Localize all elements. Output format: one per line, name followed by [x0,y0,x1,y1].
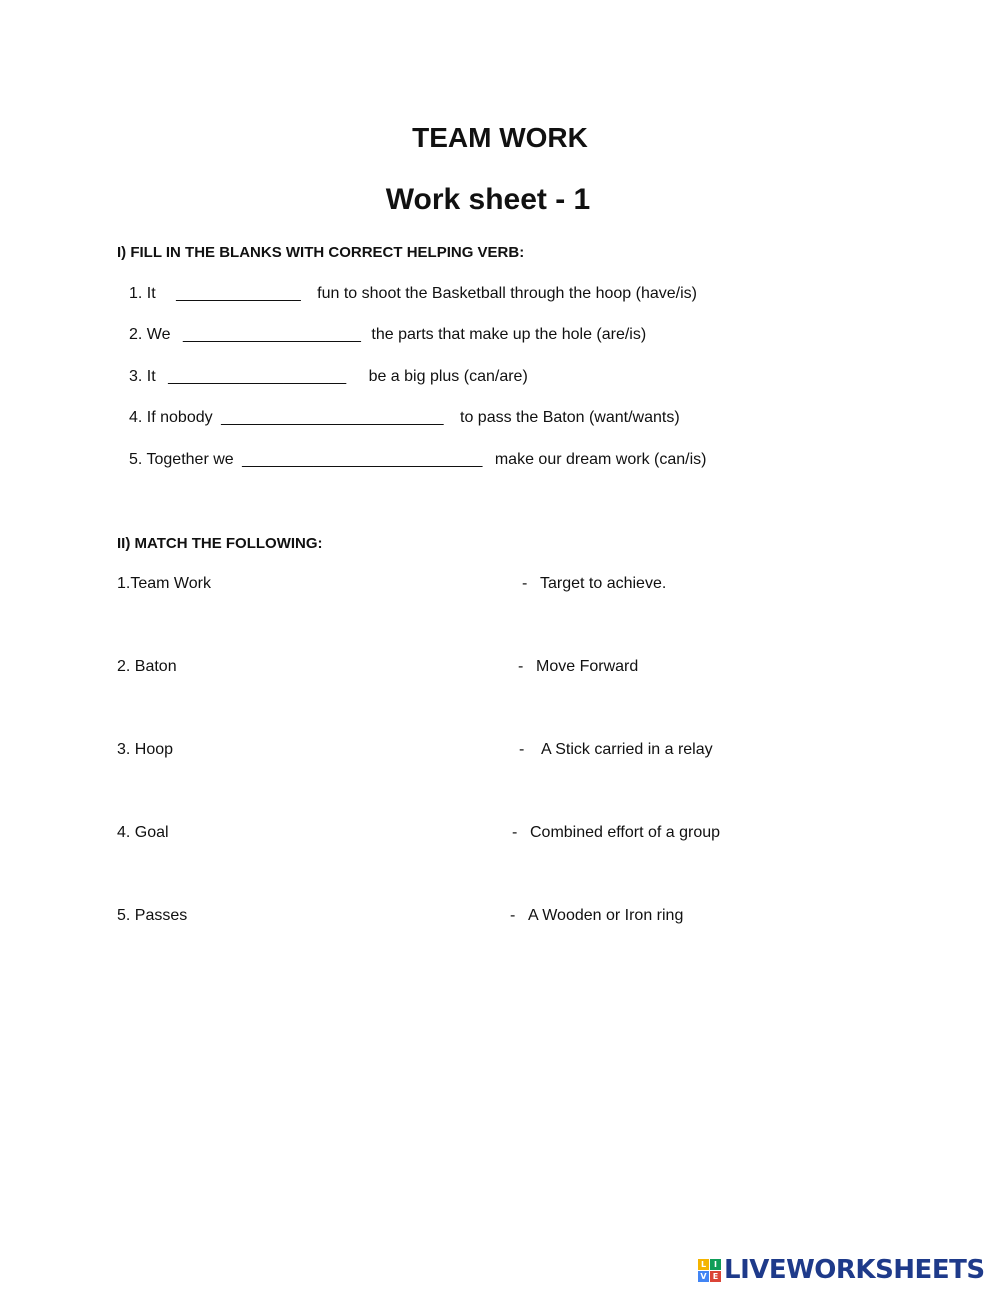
match-term: 2. Baton [117,658,177,675]
answer-blank[interactable]: ____________________ [182,326,361,343]
match-term: 4. Goal [117,824,169,841]
fill-blank-item [129,324,646,346]
item-prefix: 2. We [129,326,171,343]
match-definition [510,905,683,927]
fill-blank-item [129,366,528,388]
match-dash: - [522,575,528,592]
definition-text: Target to achieve. [540,575,667,592]
match-dash: - [510,907,516,924]
item-prefix: 1. It [129,285,156,302]
logo-letter: E [710,1271,721,1282]
fill-blank-item [129,283,697,305]
definition-text: Move Forward [536,658,639,675]
answer-blank[interactable]: ______________ [176,285,301,302]
liveworksheets-logo-icon [698,1259,721,1282]
brand-name: LIVEWORKSHEETS [724,1255,985,1285]
answer-blank[interactable]: _________________________ [221,409,444,426]
match-definition [512,822,720,844]
logo-letter: V [698,1271,709,1282]
item-suffix: fun to shoot the Basketball through the hoop (have/is) [317,285,697,302]
match-definition [518,656,638,678]
item-suffix: the parts that make up the hole (are/is) [371,326,647,343]
item-prefix: 4. If nobody [129,409,213,426]
page-title: TEAM WORK [412,122,588,153]
match-dash: - [519,741,525,758]
section-2-heading: II) MATCH THE FOLLOWING: [117,535,323,552]
definition-text: Combined effort of a group [530,824,721,841]
definition-text: A Wooden or Iron ring [528,907,684,924]
liveworksheets-brand [698,1255,985,1285]
match-definition [519,739,713,761]
logo-letter: I [710,1259,721,1270]
item-suffix: be a big plus (can/are) [368,368,528,385]
match-term: 3. Hoop [117,741,174,758]
fill-blank-item [129,407,680,429]
match-term: 1.Team Work [117,575,211,592]
match-dash: - [518,658,524,675]
match-definition [522,573,666,595]
section-1-heading: I) FILL IN THE BLANKS WITH CORRECT HELPING VERB: [117,244,525,261]
fill-blank-item [129,449,706,471]
answer-blank[interactable]: ___________________________ [242,451,483,468]
item-suffix: to pass the Baton (want/wants) [460,409,680,426]
answer-blank[interactable]: ____________________ [168,368,347,385]
logo-letter: L [698,1259,709,1270]
worksheet-subtitle: Work sheet - 1 [385,183,591,216]
match-term: 5. Passes [117,907,188,924]
item-suffix: make our dream work (can/is) [494,451,707,468]
item-prefix: 5. Together we [129,451,234,468]
definition-text: A Stick carried in a relay [541,741,713,758]
item-prefix: 3. It [129,368,156,385]
match-dash: - [512,824,518,841]
